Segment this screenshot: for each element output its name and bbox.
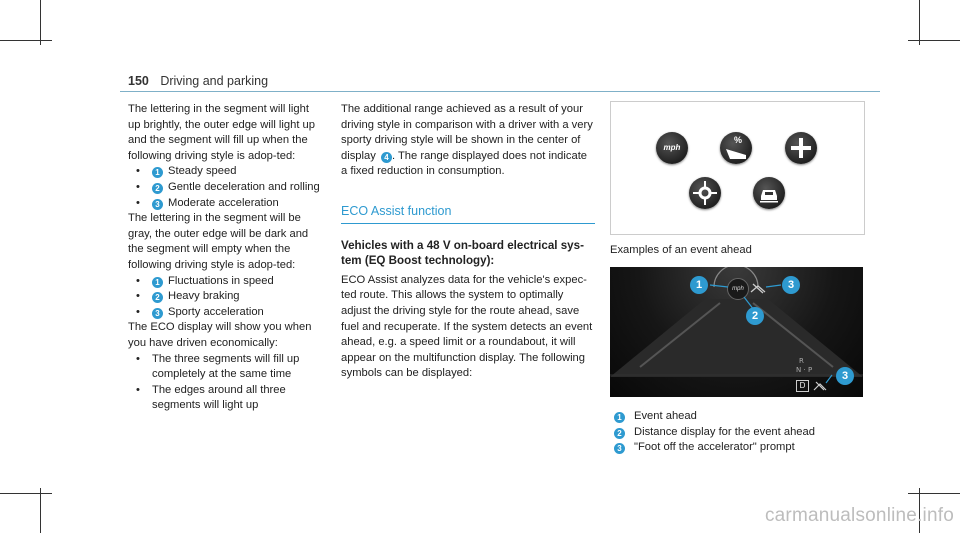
bullet-list xyxy=(128,274,323,321)
list-item: • 2 Heavy braking xyxy=(136,290,240,303)
page-header xyxy=(128,74,268,88)
list-item: • 3 Moderate acceleration xyxy=(136,196,279,209)
symbols-figure xyxy=(610,101,865,235)
crop-mark xyxy=(908,493,960,494)
crop-mark xyxy=(0,40,52,41)
crossroads-icon xyxy=(785,132,817,164)
chapter-title: Driving and parking xyxy=(160,74,269,88)
middle-column xyxy=(341,102,596,382)
section-title: ECO Assist function xyxy=(341,204,595,224)
callout-3: 3 xyxy=(782,276,800,294)
callout-number: 3 xyxy=(152,199,163,210)
dashboard-screenshot xyxy=(610,267,863,397)
callout-number: 1 xyxy=(152,167,163,178)
subheading: Vehicles with a 48 V on-board electrical sys-tem (EQ Boost technology): xyxy=(341,238,584,268)
vehicle-ahead-symbol xyxy=(753,177,785,209)
list-item: • The three segments will fill up completely at the same time xyxy=(136,352,300,381)
paragraph: The lettering in the segment will be gray, the outer edge will be dark and the segment will empty when the following driving style is adop-ted: xyxy=(128,212,309,271)
paragraph: ECO Assist analyzes data for the vehicle's expec-ted route. This allows the system to optimally adjust the driving style for the route ahead, save fuel and recuperate. If the system detects an event ahead, e.g. a speed limit or a roundabout, it will appear on the multifunction display. The following symbols can be displayed: xyxy=(341,273,593,380)
page-number: 150 xyxy=(128,74,149,88)
crop-mark xyxy=(0,493,52,494)
callout-3: 3 xyxy=(836,367,854,385)
list-item: • 1 Fluctuations in speed xyxy=(136,274,274,287)
crop-mark xyxy=(908,40,960,41)
slope-icon xyxy=(720,132,752,164)
callout-number: 4 xyxy=(381,152,392,163)
callout-number: 3 xyxy=(152,308,163,319)
callout-leaders xyxy=(610,267,863,397)
figure-legend xyxy=(614,409,815,456)
legend-item: 1 Event ahead xyxy=(614,409,815,425)
paragraph: The additional range achieved as a result of your driving style in comparison with a driver with a very sporty driving style will be shown in the center of display 4 . The range displayed does not indicate a fixed reduction in consumption. xyxy=(341,103,593,178)
gear-indicator: R N · P xyxy=(796,357,813,374)
speed-limit-symbol: mph xyxy=(656,132,688,164)
roundabout-icon xyxy=(689,177,721,209)
bullet-list xyxy=(128,164,323,211)
list-item: • 1 Steady speed xyxy=(136,165,237,178)
segment-speed-limit: mph xyxy=(727,278,749,300)
list-item: • The edges around all three segments will light up xyxy=(136,383,286,412)
legend-item: 3 "Foot off the accelerator" prompt xyxy=(614,440,815,456)
left-column xyxy=(128,102,323,414)
figure-caption: Examples of an event ahead xyxy=(610,244,752,256)
header-rule xyxy=(120,91,880,92)
list-item: • 2 Gentle deceleration and rolling xyxy=(136,180,320,193)
bullet-list xyxy=(128,352,323,414)
crop-mark xyxy=(919,0,920,45)
roundabout-symbol xyxy=(689,177,721,209)
callout-number: 2 xyxy=(152,183,163,194)
downhill-gradient-symbol: % xyxy=(720,132,752,164)
crop-mark xyxy=(40,488,41,533)
car-icon xyxy=(753,177,785,209)
crop-mark xyxy=(40,0,41,45)
callout-number: 2 xyxy=(152,292,163,303)
watermark: carmanualsonline.info xyxy=(764,505,954,526)
gear-d-indicator: D xyxy=(796,380,809,392)
paragraph: The ECO display will show you when you have driven economically: xyxy=(128,321,312,349)
callout-number: 1 xyxy=(152,277,163,288)
callout-2: 2 xyxy=(746,307,764,325)
paragraph: The lettering in the segment will light up brightly, the outer edge will light up and the segment will fill up when the following driving style is adop-ted: xyxy=(128,103,315,162)
junction-symbol xyxy=(785,132,817,164)
legend-item: 2 Distance display for the event ahead xyxy=(614,425,815,441)
list-item: • 3 Sporty acceleration xyxy=(136,305,264,318)
callout-1: 1 xyxy=(690,276,708,294)
